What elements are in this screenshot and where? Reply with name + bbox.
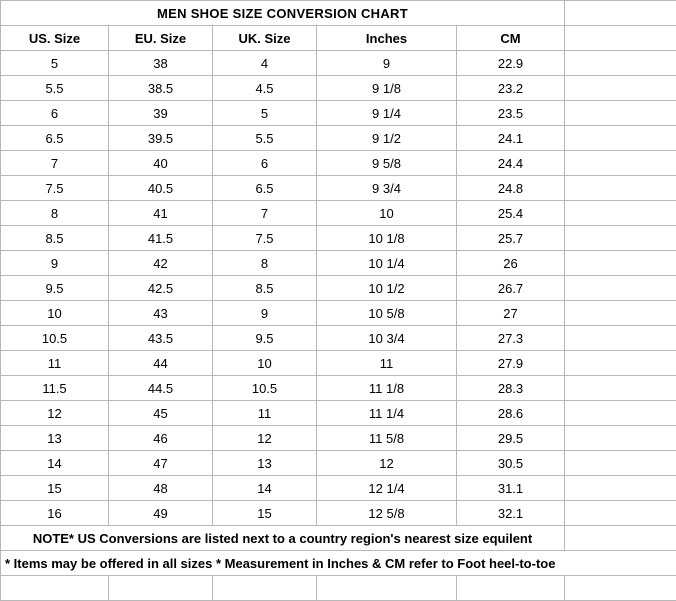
cell-eu-size: 38.5 (109, 76, 213, 101)
cell-eu-size: 41.5 (109, 226, 213, 251)
cell-uk-size: 13 (213, 451, 317, 476)
cell-inches: 10 1/4 (317, 251, 457, 276)
cell-inches: 9 1/8 (317, 76, 457, 101)
bottom-cell-1 (1, 576, 109, 601)
cell-uk-size: 11 (213, 401, 317, 426)
cell-eu-size: 44 (109, 351, 213, 376)
cell-us-size: 10.5 (1, 326, 109, 351)
cell-cm: 23.5 (457, 101, 565, 126)
table-row (1, 151, 676, 176)
row-blank-cell (565, 401, 676, 426)
cell-inches: 11 1/4 (317, 401, 457, 426)
row-blank-cell (565, 526, 676, 551)
table-row (1, 376, 676, 401)
table-row (1, 276, 676, 301)
note-measurement: * Items may be offered in all sizes * Measurement in Inches & CM refer to Foot heel-to-toe (1, 551, 676, 576)
cell-cm: 23.2 (457, 76, 565, 101)
table-row (1, 251, 676, 276)
row-blank-cell (565, 376, 676, 401)
cell-uk-size: 5.5 (213, 126, 317, 151)
cell-eu-size: 49 (109, 501, 213, 526)
cell-us-size: 9.5 (1, 276, 109, 301)
row-blank-cell (565, 301, 676, 326)
cell-us-size: 7.5 (1, 176, 109, 201)
cell-eu-size: 42.5 (109, 276, 213, 301)
row-blank-cell (565, 351, 676, 376)
cell-uk-size: 8 (213, 251, 317, 276)
cell-us-size: 13 (1, 426, 109, 451)
cell-inches: 10 3/4 (317, 326, 457, 351)
bottom-cell-3 (213, 576, 317, 601)
row-blank-cell (565, 451, 676, 476)
row-blank-cell (565, 201, 676, 226)
cell-uk-size: 6.5 (213, 176, 317, 201)
cell-cm: 27 (457, 301, 565, 326)
row-blank-cell (565, 426, 676, 451)
cell-inches: 9 5/8 (317, 151, 457, 176)
header-row-blank-cell (565, 26, 676, 51)
cell-uk-size: 8.5 (213, 276, 317, 301)
cell-inches: 9 1/4 (317, 101, 457, 126)
cell-us-size: 15 (1, 476, 109, 501)
header-row (1, 26, 676, 51)
bottom-partial-row (1, 576, 676, 601)
cell-eu-size: 39 (109, 101, 213, 126)
table-row (1, 501, 676, 526)
cell-eu-size: 43 (109, 301, 213, 326)
cell-cm: 27.9 (457, 351, 565, 376)
cell-cm: 26.7 (457, 276, 565, 301)
cell-inches: 11 1/8 (317, 376, 457, 401)
cell-us-size: 8.5 (1, 226, 109, 251)
cell-us-size: 16 (1, 501, 109, 526)
cell-inches: 10 5/8 (317, 301, 457, 326)
column-header-uk-size: UK. Size (213, 26, 317, 51)
table-row (1, 176, 676, 201)
cell-uk-size: 4.5 (213, 76, 317, 101)
cell-eu-size: 46 (109, 426, 213, 451)
cell-eu-size: 40 (109, 151, 213, 176)
cell-eu-size: 43.5 (109, 326, 213, 351)
cell-cm: 32.1 (457, 501, 565, 526)
chart-title: MEN SHOE SIZE CONVERSION CHART (1, 1, 565, 26)
cell-cm: 29.5 (457, 426, 565, 451)
row-blank-cell (565, 76, 676, 101)
cell-us-size: 5.5 (1, 76, 109, 101)
table-row (1, 451, 676, 476)
column-header-us-size: US. Size (1, 26, 109, 51)
cell-inches: 10 1/2 (317, 276, 457, 301)
row-blank-cell (565, 126, 676, 151)
note-row-secondary (1, 551, 676, 576)
cell-uk-size: 4 (213, 51, 317, 76)
cell-inches: 12 (317, 451, 457, 476)
cell-cm: 28.6 (457, 401, 565, 426)
cell-eu-size: 40.5 (109, 176, 213, 201)
cell-us-size: 9 (1, 251, 109, 276)
cell-eu-size: 45 (109, 401, 213, 426)
cell-eu-size: 42 (109, 251, 213, 276)
cell-cm: 22.9 (457, 51, 565, 76)
row-blank-cell (565, 276, 676, 301)
cell-cm: 24.1 (457, 126, 565, 151)
cell-us-size: 14 (1, 451, 109, 476)
cell-us-size: 8 (1, 201, 109, 226)
title-row-blank-cell (565, 1, 676, 26)
cell-cm: 24.8 (457, 176, 565, 201)
cell-eu-size: 41 (109, 201, 213, 226)
cell-uk-size: 5 (213, 101, 317, 126)
cell-cm: 25.7 (457, 226, 565, 251)
row-blank-cell (565, 101, 676, 126)
table-row (1, 51, 676, 76)
bottom-cell-5 (457, 576, 565, 601)
cell-uk-size: 9.5 (213, 326, 317, 351)
cell-us-size: 6 (1, 101, 109, 126)
table-row (1, 201, 676, 226)
row-blank-cell (565, 251, 676, 276)
cell-us-size: 12 (1, 401, 109, 426)
table-row (1, 126, 676, 151)
table-row (1, 401, 676, 426)
cell-inches: 9 1/2 (317, 126, 457, 151)
column-header-eu-size: EU. Size (109, 26, 213, 51)
cell-uk-size: 10.5 (213, 376, 317, 401)
cell-inches: 9 (317, 51, 457, 76)
cell-inches: 10 (317, 201, 457, 226)
cell-cm: 31.1 (457, 476, 565, 501)
cell-us-size: 10 (1, 301, 109, 326)
table-row (1, 76, 676, 101)
cell-cm: 30.5 (457, 451, 565, 476)
cell-uk-size: 6 (213, 151, 317, 176)
cell-inches: 12 5/8 (317, 501, 457, 526)
cell-uk-size: 15 (213, 501, 317, 526)
table-row (1, 101, 676, 126)
cell-us-size: 6.5 (1, 126, 109, 151)
cell-cm: 25.4 (457, 201, 565, 226)
title-row (1, 1, 676, 26)
cell-us-size: 11 (1, 351, 109, 376)
cell-uk-size: 10 (213, 351, 317, 376)
row-blank-cell (565, 476, 676, 501)
cell-eu-size: 38 (109, 51, 213, 76)
cell-us-size: 7 (1, 151, 109, 176)
cell-cm: 24.4 (457, 151, 565, 176)
table-row (1, 351, 676, 376)
table-row (1, 426, 676, 451)
cell-inches: 10 1/8 (317, 226, 457, 251)
table-row (1, 326, 676, 351)
cell-uk-size: 12 (213, 426, 317, 451)
cell-eu-size: 48 (109, 476, 213, 501)
row-blank-cell (565, 176, 676, 201)
cell-uk-size: 14 (213, 476, 317, 501)
bottom-cell-6 (565, 576, 676, 601)
cell-eu-size: 39.5 (109, 126, 213, 151)
table-row (1, 226, 676, 251)
cell-inches: 11 5/8 (317, 426, 457, 451)
table-row (1, 301, 676, 326)
cell-eu-size: 47 (109, 451, 213, 476)
cell-eu-size: 44.5 (109, 376, 213, 401)
row-blank-cell (565, 226, 676, 251)
column-header-inches: Inches (317, 26, 457, 51)
cell-cm: 28.3 (457, 376, 565, 401)
cell-uk-size: 7.5 (213, 226, 317, 251)
cell-cm: 26 (457, 251, 565, 276)
cell-uk-size: 9 (213, 301, 317, 326)
bottom-cell-4 (317, 576, 457, 601)
row-blank-cell (565, 51, 676, 76)
column-header-cm: CM (457, 26, 565, 51)
note-row-primary (1, 526, 676, 551)
note-conversions: NOTE* US Conversions are listed next to a country region's nearest size equilent (1, 526, 565, 551)
cell-cm: 27.3 (457, 326, 565, 351)
cell-inches: 11 (317, 351, 457, 376)
cell-us-size: 11.5 (1, 376, 109, 401)
table-row (1, 476, 676, 501)
cell-uk-size: 7 (213, 201, 317, 226)
row-blank-cell (565, 326, 676, 351)
row-blank-cell (565, 151, 676, 176)
row-blank-cell (565, 501, 676, 526)
bottom-cell-2 (109, 576, 213, 601)
cell-us-size: 5 (1, 51, 109, 76)
cell-inches: 12 1/4 (317, 476, 457, 501)
cell-inches: 9 3/4 (317, 176, 457, 201)
